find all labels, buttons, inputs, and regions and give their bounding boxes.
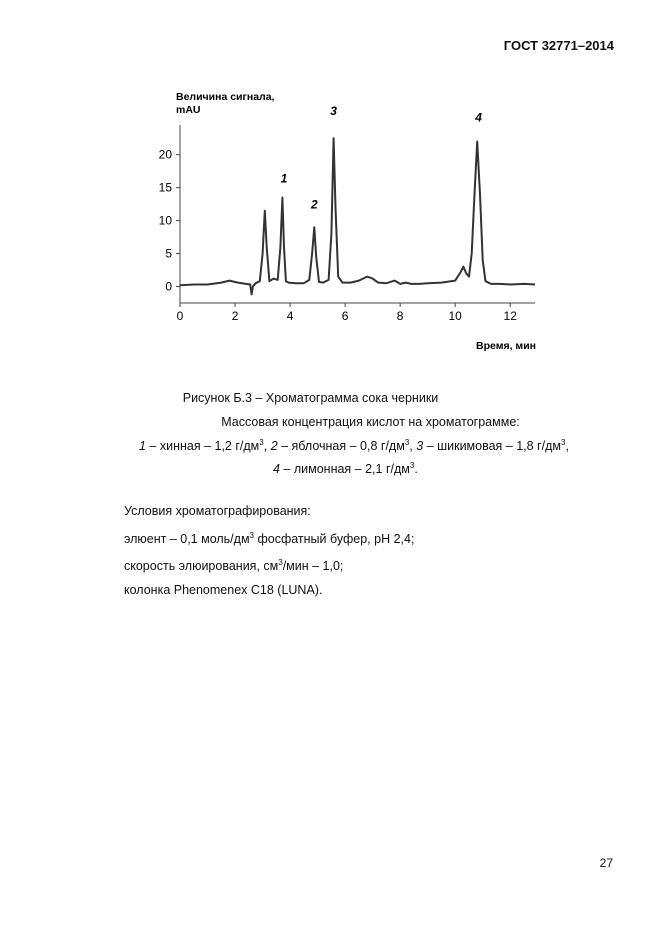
peak-number: 2	[270, 439, 278, 454]
y-axis-label-line2: mAU	[176, 104, 201, 116]
peak-label: 3	[330, 104, 337, 119]
separator: ,	[565, 439, 569, 454]
x-tick-label: 2	[231, 309, 239, 323]
standard-code: ГОСТ 32771–2014	[503, 38, 614, 53]
x-tick-label: 8	[396, 309, 404, 323]
y-tick-label: 10	[158, 213, 172, 228]
x-tick-label: 12	[503, 309, 517, 323]
peak-description: – шикимовая – 1,8 г/дм	[423, 439, 561, 454]
peak-description: – хинная – 1,2 г/дм	[145, 439, 260, 454]
page-number: 27	[599, 856, 613, 870]
peak-legend-line-1	[139, 438, 569, 453]
eluent-text-rest: фосфатный буфер, pH 2,4;	[254, 531, 415, 546]
flow-rate-text: скорость элюирования, см	[124, 559, 279, 574]
separator: ,	[263, 439, 271, 454]
y-tick-label: 5	[165, 246, 172, 261]
unit-exponent: 3	[259, 438, 264, 447]
chromatogram-trace	[180, 138, 535, 294]
eluent-text: элюент – 0,1 моль/дм	[124, 531, 250, 546]
condition-column: колонка Phenomenex C18 (LUNA).	[124, 582, 323, 597]
unit-exponent: 3	[249, 530, 254, 540]
peak-number: 4	[273, 462, 280, 477]
separator: ,	[409, 439, 417, 454]
condition-eluent	[124, 524, 414, 552]
y-axis-label-line1: Величина сигнала,	[176, 91, 275, 103]
conditions-title: Условия хроматографирования:	[124, 504, 311, 518]
y-tick-label: 15	[158, 180, 172, 195]
peak-number: 1	[139, 439, 146, 454]
y-tick-label: 20	[158, 147, 172, 162]
x-axis-label: Время, мин	[476, 340, 536, 352]
unit-exponent: 3	[278, 558, 283, 568]
chromatography-conditions	[124, 500, 414, 602]
figure-subtitle: Массовая концентрация кислот на хроматограмме:	[221, 415, 520, 429]
peak-label: 4	[475, 110, 482, 125]
peak-description: – яблочная – 0,8 г/дм	[277, 439, 405, 454]
x-tick-label: 10	[448, 309, 462, 323]
condition-flow-rate	[124, 551, 414, 579]
chromatogram-chart	[130, 85, 550, 360]
y-tick-label: 0	[165, 279, 172, 294]
x-tick-label: 4	[286, 309, 294, 323]
unit-exponent: 3	[404, 438, 410, 447]
x-tick-label: 0	[176, 309, 184, 323]
x-tick-label: 6	[341, 309, 349, 323]
peak-label: 1	[280, 171, 288, 186]
separator: .	[414, 462, 418, 477]
peak-label: 2	[310, 197, 318, 212]
unit-exponent: 3	[560, 438, 566, 447]
peak-legend-line-2	[273, 461, 418, 476]
flow-rate-text-rest: /мин – 1,0;	[282, 559, 344, 574]
chromatogram-svg	[130, 85, 550, 360]
peak-description: – лимонная – 2,1 г/дм	[279, 462, 410, 477]
figure-caption: Рисунок Б.3 – Хроматограмма сока черники	[182, 391, 439, 405]
unit-exponent: 3	[409, 461, 415, 470]
peak-number: 3	[416, 439, 424, 454]
